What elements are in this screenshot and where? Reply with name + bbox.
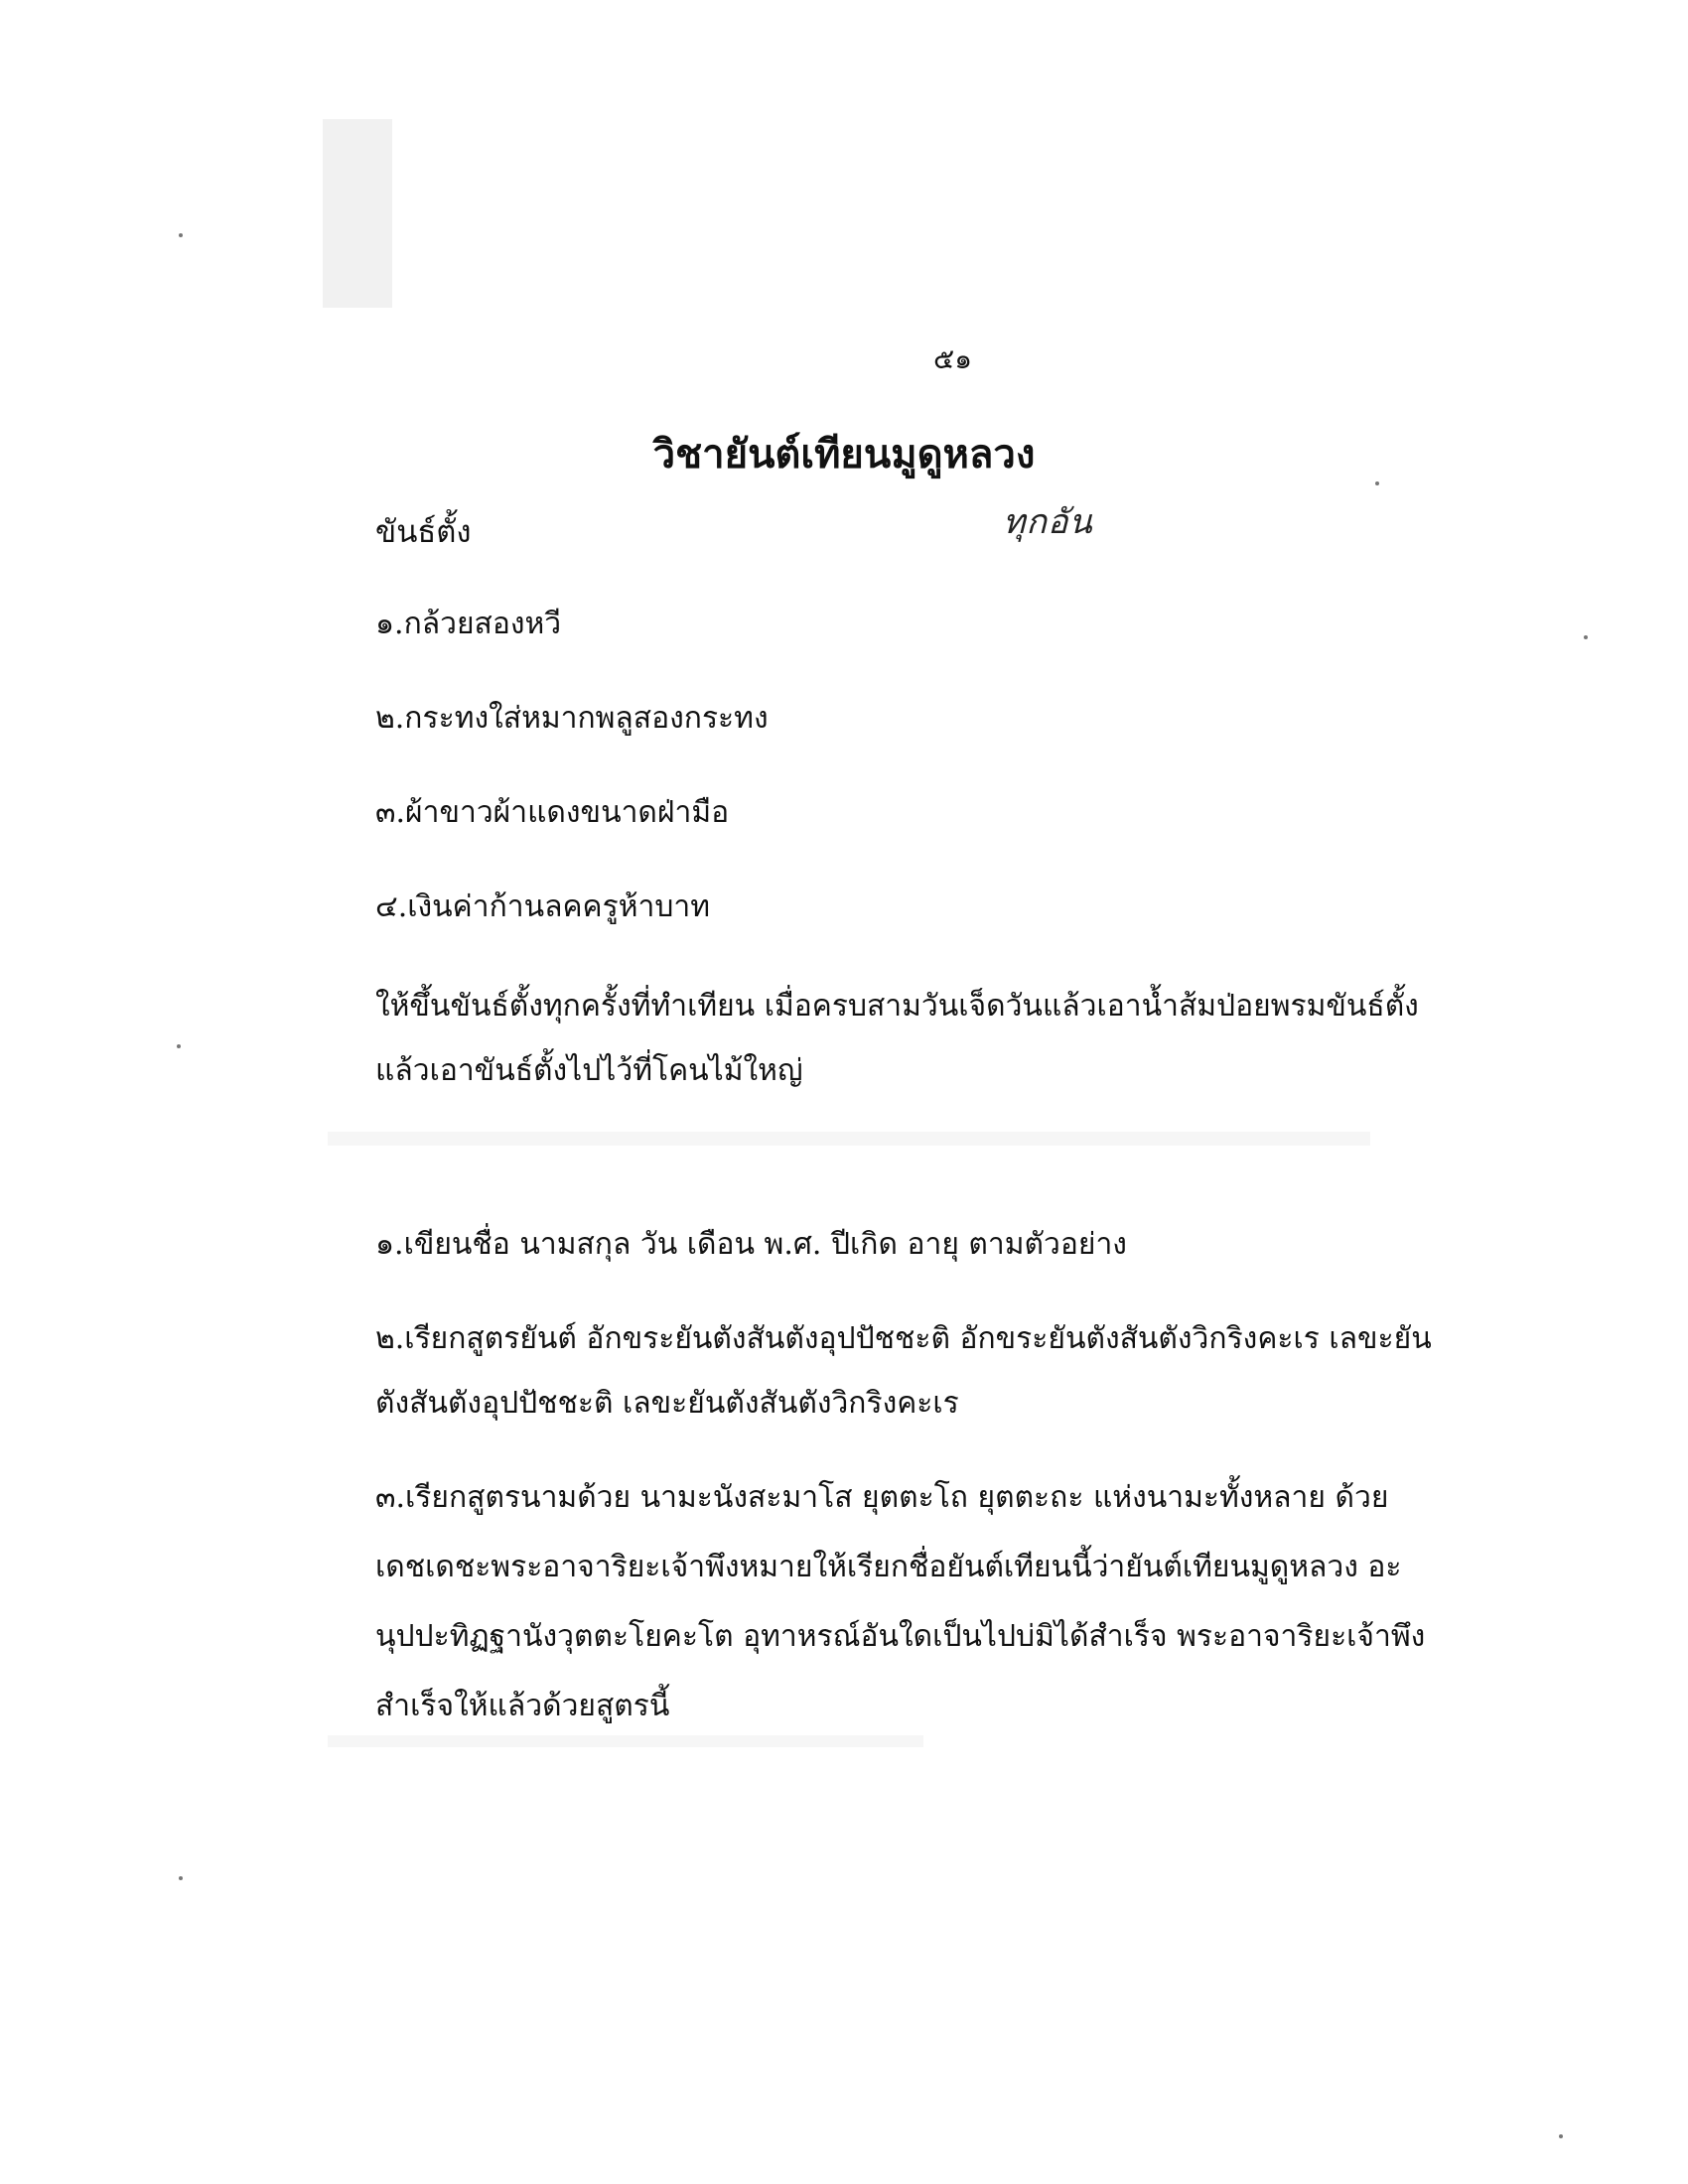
scan-artifact-top-left [323, 119, 392, 308]
speck [1559, 2134, 1563, 2138]
step-3-line-2: เดชเดชะพระอาจาริยะเจ้าพึงหมายให้เรียกชื่อยันต์เทียนนี้ว่ายันต์เทียนมูดูหลวง อะ [375, 1550, 1402, 1584]
scan-artifact-band-2 [328, 1735, 923, 1747]
offering-item-1: ๑.กล้วยสองหวี [375, 607, 562, 641]
step-2-line-2: ตังสันตังอุปปัชชะติ เลขะยันตังสันตังวิกริงคะเร [375, 1386, 959, 1421]
speck [179, 233, 183, 237]
offering-label: ขันธ์ตั้ง [375, 514, 472, 550]
page-title: วิชายันต์เทียนมูดูหลวง [652, 431, 1036, 478]
speck [1584, 635, 1588, 639]
offering-item-3: ๓.ผ้าขาวผ้าแดงขนาดฝ่ามือ [375, 795, 730, 830]
page-number: ๕๑ [933, 342, 972, 375]
offering-item-4: ๔.เงินค่าก้านลคครูห้าบาท [375, 889, 711, 924]
step-3-line-3: นุปปะทิฏฐานังวุตตะโยคะโต อุทาหรณ์อันใดเป็นไปบ่มิได้สำเร็จ พระอาจาริยะเจ้าพึง [375, 1619, 1426, 1654]
scan-artifact-band-1 [328, 1132, 1370, 1146]
offering-instruction-line-2: แล้วเอาขันธ์ตั้งไปไว้ที่โคนไม้ใหญ่ [375, 1053, 803, 1088]
step-1: ๑.เขียนชื่อ นามสกุล วัน เดือน พ.ศ. ปีเกิด อายุ ตามตัวอย่าง [375, 1227, 1127, 1262]
step-2-line-1: ๒.เรียกสูตรยันต์ อักขระยันตังสันตังอุปปัชชะติ อักขระยันตังสันตังวิกริงคะเร เลขะยัน [375, 1321, 1432, 1356]
offering-item-2: ๒.กระทงใส่หมากพลูสองกระทง [375, 701, 769, 736]
speck [177, 1044, 181, 1048]
offering-instruction-line-1: ให้ขึ้นขันธ์ตั้งทุกครั้งที่ทำเทียน เมื่อครบสามวันเจ็ดวันแล้วเอาน้ำส้มป่อยพรมขันธ์ตั้ง [375, 989, 1419, 1024]
step-3-line-1: ๓.เรียกสูตรนามด้วย นามะนังสะมาโส ยุตตะโถ ยุตตะถะ แห่งนามะทั้งหลาย ด้วย [375, 1480, 1389, 1515]
step-3-line-4: สำเร็จให้แล้วด้วยสูตรนี้ [375, 1689, 670, 1723]
handwritten-note: ทุกอัน [1003, 502, 1093, 542]
speck [179, 1876, 183, 1880]
